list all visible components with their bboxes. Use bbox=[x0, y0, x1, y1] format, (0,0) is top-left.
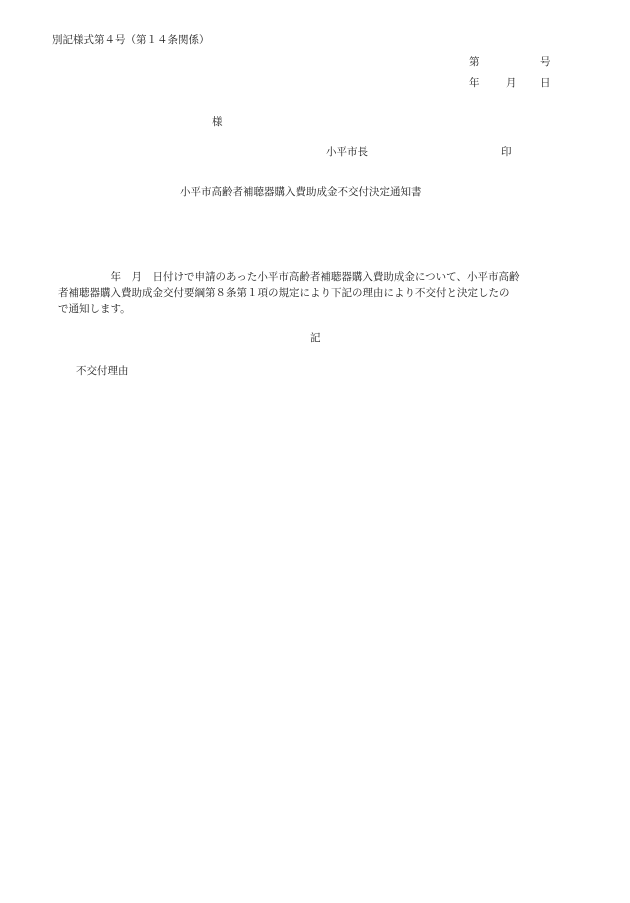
date-month-label: 月 bbox=[506, 77, 517, 89]
record-heading: 記 bbox=[310, 332, 321, 344]
notice-body bbox=[58, 269, 578, 317]
non-grant-reason-label: 不交付理由 bbox=[76, 365, 129, 377]
sender-name: 小平市長 bbox=[326, 146, 368, 158]
date-day-label: 日 bbox=[540, 77, 551, 89]
notice-body-line: 者補聴器購入費助成金交付要綱第８条第１項の規定により下記の理由により不交付と決定したの bbox=[58, 287, 510, 299]
notice-body-line: で通知します。 bbox=[58, 303, 131, 315]
document-number-suffix: 号 bbox=[540, 56, 551, 68]
notice-body-line: 年 月 日付けで申請のあった小平市高齢者補聴器購入費助成金について、小平市高齢 bbox=[58, 271, 520, 283]
document-number-prefix: 第 bbox=[469, 56, 480, 68]
form-number-label: 別記様式第４号（第１４条関係） bbox=[52, 34, 210, 46]
date-year-label: 年 bbox=[469, 77, 480, 89]
addressee-honorific: 様 bbox=[212, 116, 223, 128]
document-title: 小平市高齢者補聴器購入費助成金不交付決定通知書 bbox=[180, 186, 422, 198]
seal-mark: 印 bbox=[501, 146, 512, 158]
